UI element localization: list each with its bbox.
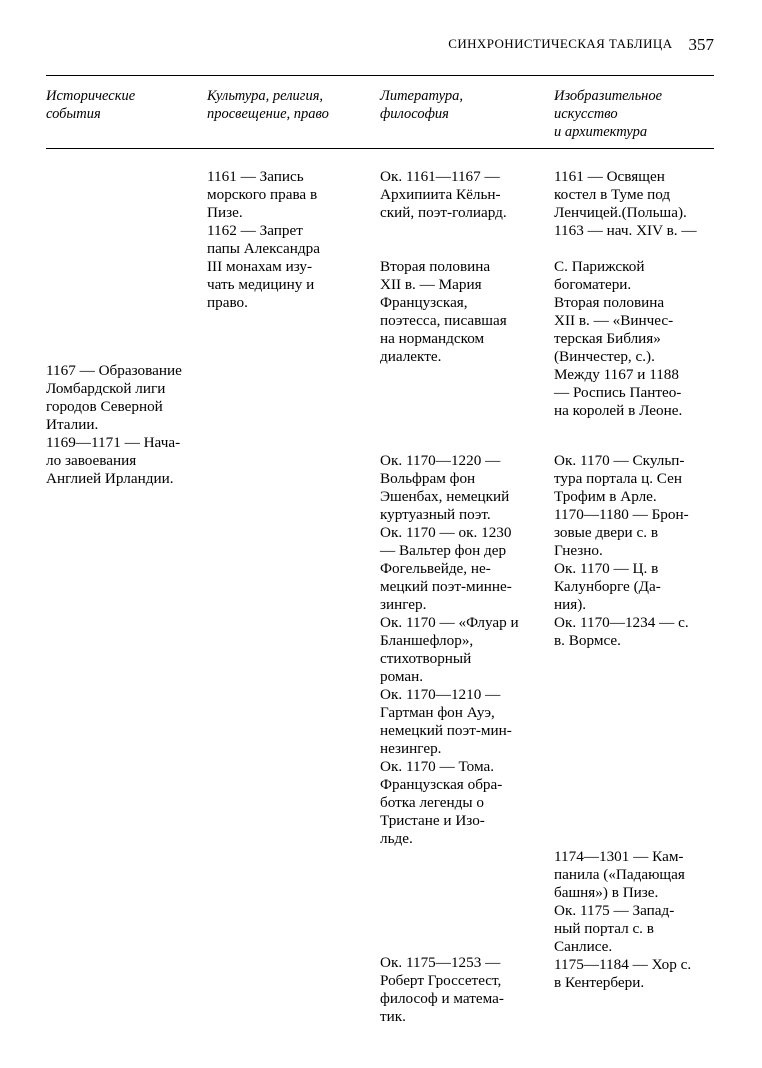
column-header-history: Исторические события xyxy=(46,88,136,122)
top-rule xyxy=(46,75,714,76)
art-entry: С. Парижской богоматери. Вторая половина XII в. — «Винчес- терская Библия» (Винчестер, с.). Между 1167 и 1188 — Роспись Пантео- на королей в Леоне. xyxy=(554,258,683,419)
literature-entry: Ок. 1170—1220 — Вольфрам фон Эшенбах, немецкий куртуазный поэт. Ок. 1170 — ок. 1230 — Вальтер фон дер Фогельвейде, не- мецкий поэт-минне- зингер. Ок. 1170 — «Флуар и Бланшефлор», стихотворный роман. Ок. 1170—1210 — Гартман фон Ауэ, немецкий поэт-мин- незингер. Ок. 1170 — Тома. Французская обра- ботка легенды о Тристане и Изо- льде. xyxy=(380,452,519,847)
literature-entry: Ок. 1161—1167 — Архипиита Кёльн- ский, поэт-голиард. xyxy=(380,168,507,221)
literature-entry: Ок. 1175—1253 — Роберт Гроссетест, философ и матема- тик. xyxy=(380,954,504,1025)
art-entry: 1161 — Освящен костел в Туме под Ленчицей.(Польша). 1163 — нач. XIV в. — xyxy=(554,168,697,239)
running-head xyxy=(448,34,714,56)
header-rule xyxy=(46,148,714,149)
history-entry: 1167 — Образование Ломбардской лиги городов Северной Италии. 1169—1171 — Нача- ло завоевания Англией Ирландии. xyxy=(46,362,182,487)
column-header-culture: Культура, религия, просвещение, право xyxy=(207,88,329,122)
column-header-literature: Литература, философия xyxy=(380,88,463,122)
art-entry: 1174—1301 — Кам- панила («Падающая башня») в Пизе. Ок. 1175 — Запад- ный портал с. в Санлисе. 1175—1184 — Хор с. в Кентербери. xyxy=(554,848,692,991)
running-title: СИНХРОНИСТИЧЕСКАЯ ТАБЛИЦА xyxy=(448,36,673,51)
culture-entry: 1161 — Запись морского права в Пизе. 1162 — Запрет папы Александра III монахам изу- чать медицину и право. xyxy=(207,168,320,311)
art-entry: Ок. 1170 — Скульп- тура портала ц. Сен Трофим в Арле. 1170—1180 — Брон- зовые двери с. в Гнезно. Ок. 1170 — Ц. в Калунборге (Да- ния). Ок. 1170—1234 — с. в. Вормсе. xyxy=(554,452,689,649)
page-number: 357 xyxy=(688,35,714,54)
literature-entry: Вторая половина XII в. — Мария Французская, поэтесса, писавшая на нормандском диалекте. xyxy=(380,258,507,365)
column-header-art: Изобразительное искусство и архитектура xyxy=(554,88,663,140)
